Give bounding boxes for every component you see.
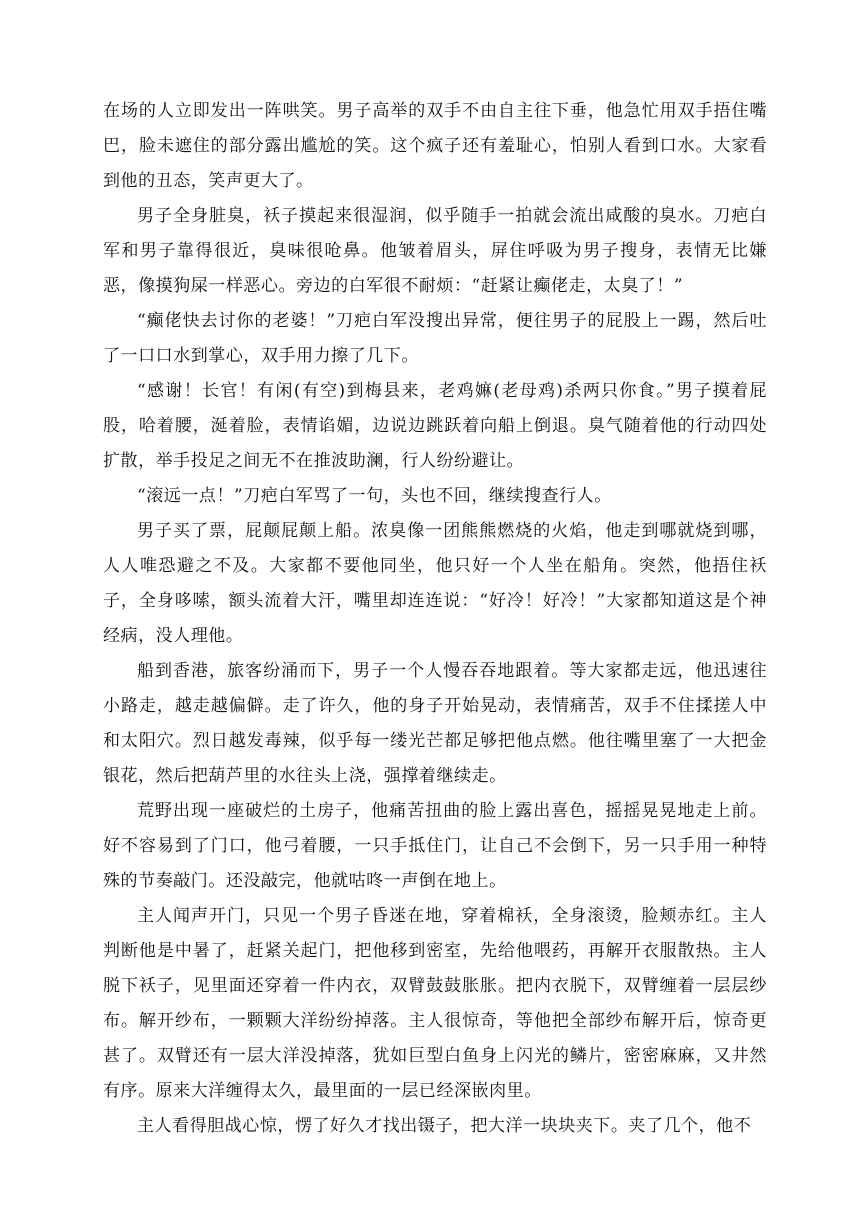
paragraph-10: 主人看得胆战心惊，愣了好久才找出镊子，把大洋一块块夹下。夹了几个，他不	[137, 1116, 752, 1136]
paragraph-8: 荒野出现一座破烂的土房子，他痛苦扭曲的脸上露出喜色，摇摇晃晃地走上前。好不容易到了门口，他弓着腰，一只手抵住门，让自己不会倒下，另一只手用一种特殊的节奏敲门。还没敲完，他就咕咚一声倒在地上。	[103, 801, 767, 891]
paragraph-9: 主人闻声开门，只见一个男子昏迷在地，穿着棉袄，全身滚烫，脸颊赤红。主人判断他是中暑了，赶紧关起门，把他移到密室，先给他喂药，再解开衣服散热。主人脱下袄子，见里面还穿着一件内衣，双臂鼓鼓胀胀。把内衣脱下，双臂缠着一层层纱布。解开纱布，一颗颗大洋纷纷掉落。主人很惊奇，等他把全部纱布解开后，惊奇更甚了。双臂还有一层大洋没掉落，犹如巨型白鱼身上闪光的鳞片，密密麻麻，又井然有序。原来大洋缠得太久，最里面的一层已经深嵌肉里。	[103, 906, 767, 1101]
paragraph-1: 在场的人立即发出一阵哄笑。男子高举的双手不由自主往下垂，他急忙用双手捂住嘴巴，脸未遮住的部分露出尴尬的笑。这个疯子还有羞耻心，怕别人看到口水。大家看到他的丑态，笑声更大了。	[103, 101, 767, 191]
paragraph-4: “感谢！长官！有闲(有空)到梅县来，老鸡嫲(老母鸡)杀两只你食。”男子摸着屁股，哈着腰，涎着脸，表情谄媚，边说边跳跃着向船上倒退。臭气随着他的行动四处扩散，举手投足之间无不在推波助澜，行人纷纷避让。	[103, 381, 767, 471]
story-text	[103, 94, 767, 1144]
paragraph-6: 男子买了票，屁颠屁颠上船。浓臭像一团熊熊燃烧的火焰，他走到哪就烧到哪，人人唯恐避之不及。大家都不要他同坐，他只好一个人坐在船角。突然，他捂住袄子，全身哆嗦，额头流着大汗，嘴里却连连说：“好冷！好冷！”大家都知道这是个神经病，没人理他。	[103, 521, 767, 646]
paragraph-2: 男子全身脏臭，袄子摸起来很湿润，似乎随手一拍就会流出咸酸的臭水。刀疤白军和男子靠得很近，臭味很呛鼻。他皱着眉头，屏住呼吸为男子搜身，表情无比嫌恶，像摸狗屎一样恶心。旁边的白军很不耐烦：“赶紧让癫佬走，太臭了！”	[103, 206, 767, 296]
paragraph-7: 船到香港，旅客纷涌而下，男子一个人慢吞吞地跟着。等大家都走远，他迅速往小路走，越走越偏僻。走了许久，他的身子开始晃动，表情痛苦，双手不住揉搓人中和太阳穴。烈日越发毒辣，似乎每一缕光芒都足够把他点燃。他往嘴里塞了一大把金银花，然后把葫芦里的水往头上浇，强撑着继续走。	[103, 661, 767, 786]
paragraph-3: “癫佬快去讨你的老婆！”刀疤白军没搜出异常，便往男子的屁股上一踢，然后吐了一口口水到掌心，双手用力擦了几下。	[103, 311, 767, 366]
paragraph-5: “滚远一点！”刀疤白军骂了一句，头也不回，继续搜查行人。	[137, 486, 612, 506]
